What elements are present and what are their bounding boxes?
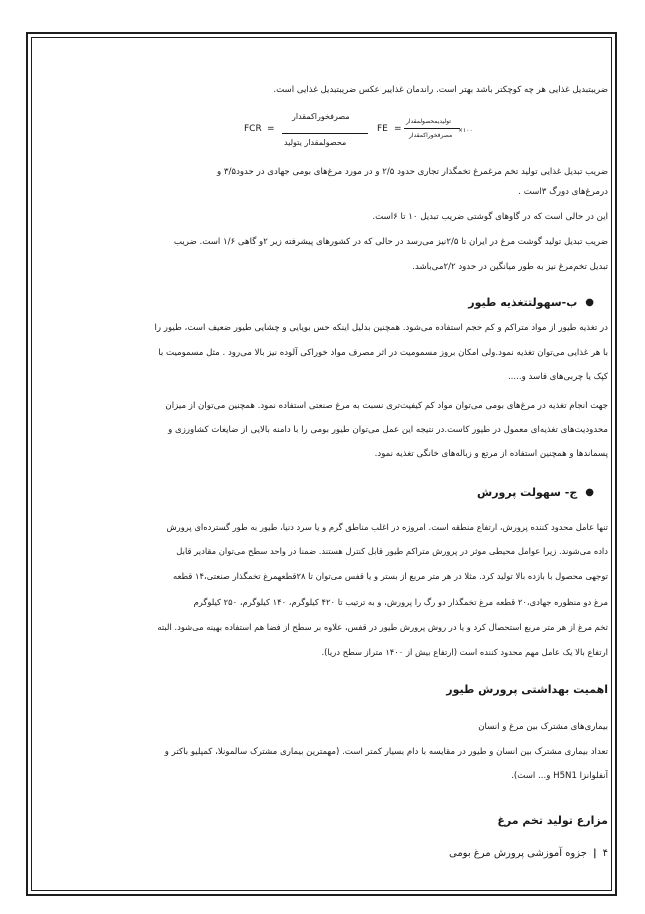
formula-fe-fraction-line — [404, 128, 460, 129]
formula-fe-denominator: مصرفخوراکمقدار — [409, 132, 453, 139]
heading-feeding-ease — [468, 296, 594, 309]
heading-health-importance-text: اهمیت بهداشتی پرورش طیور — [446, 683, 608, 696]
formula-fe-label: FE — [377, 124, 388, 134]
formula-fcr-denominator: محصولمقدار یتولید — [284, 138, 347, 147]
document-page — [40, 0, 608, 914]
heading-rearing-ease — [477, 486, 594, 499]
heading-egg-farms — [497, 814, 608, 827]
footer-title: جزوه آموزشی پرورش مرغ بومی — [448, 848, 587, 859]
paragraph-egg-fcr-line2: درمرغ‌های دورگ ۳است . — [518, 187, 608, 197]
formula-fcr-label: FCR — [244, 124, 262, 134]
paragraph-rearing-line2: داده می‌شوند. زیرا عوامل محیطی موثر در پرورش متراکم طیور قابل کنترل هستند. ضمنا در واحد سطح می‌توان مقادیر قابل — [176, 546, 608, 556]
paragraph-feeding-line3: کپک یا چربی‌های فاسد و..... — [507, 372, 608, 382]
paragraph-zoonoses-line2: آنفلوانزا H5N1 و... است). — [511, 771, 608, 781]
paragraph-feeding-line2: با هر غذایی می‌توان تغذیه نمود.ولی امکان بروز مسمومیت در اثر مصرف مواد خوراکی آلوده نیز بالا می‌رود . مثل مسمومیت با — [158, 348, 608, 358]
paragraph-meat-fcr-line2: تبدیل تخم‌مرغ نیز به طور میانگین در حدود ۲/۲می‌باشد. — [412, 262, 608, 272]
formula-fcr-fe — [190, 110, 490, 156]
formula-fe-numerator: تولیدیمحصولمقدار — [406, 118, 451, 125]
paragraph-zoonoses-title: بیماری‌های مشترک بین مرغ و انسان — [478, 722, 608, 732]
paragraph-native-feeding-line2: محدودیت‌های تغذیه‌ای معمول در طیور کاست.در نتیجه این عمل می‌توان طیور بومی را با دامنه بالایی از ضایعات کشاورزی و — [168, 425, 608, 435]
heading-rearing-ease-text: ج- سهولت پرورش — [477, 486, 578, 499]
heading-health-importance — [446, 683, 608, 696]
heading-feeding-ease-text: ب-سهولتتغذیه طیور — [468, 296, 578, 309]
paragraph-rearing-line5: تخم مرغ از هر متر مربع استحصال کرد و یا در روش پرورش طیور در قفس، علاوه بر سطح از فضا هم استفاده بهینه می‌شود. البته — [157, 622, 608, 632]
formula-fcr-fraction-line — [282, 133, 368, 134]
footer-separator: | — [592, 848, 597, 859]
page-footer — [449, 848, 608, 859]
formula-equals-2: = — [394, 124, 402, 134]
paragraph-conversion-intro: ضریبتبدیل غذایی هر چه کوچکتر باشد بهتر است. راندمان غذاییر عکس ضریبتبدیل غذایی است. — [273, 85, 608, 95]
paragraph-native-feeding-line1: جهت انجام تغذیه در مرغ‌های بومی می‌توان مواد کم کیفیت‌تری نسبت به مرغ صنعتی استفاده نمود. همچنین می‌توان از میزان — [165, 401, 608, 411]
paragraph-rearing-line3: توجهی محصول با بازده بالا تولید کرد. مثلا در هر متر مربع از بستر و یا قفس می‌توان تا ۲۸قطعهمرغ تخمگذار صنعتی،۱۴ قطعه — [172, 571, 608, 581]
heading-egg-farms-text: مزارع تولید تخم مرغ — [497, 814, 608, 827]
formula-equals-1: = — [267, 124, 275, 134]
formula-fcr-numerator: مصرفخوراکمقدار — [292, 112, 350, 121]
paragraph-meat-fcr-line1: ضریب تبدیل تولید گوشت مرغ در ایران تا ۲/۵نیز می‌رسد در حالی که در کشورهای پیشرفته زیر ۲و گاهی ۱/۶ است. ضریب — [173, 237, 608, 247]
formula-fe-multiplier: ×۱۰۰ — [458, 127, 473, 134]
paragraph-egg-fcr-line1: ضریب تبدیل غذایی تولید تخم مرغمرغ تخمگذار تجاری حدود ۲/۵ و در مورد مرغ‌های بومی جهادی در حدود۳/۵ و — [217, 167, 608, 177]
bullet-icon: ● — [585, 487, 594, 498]
paragraph-cattle-fcr: این در حالی است که در گاوهای گوشتی ضریب تبدیل ۱۰ تا ۶است. — [372, 212, 608, 222]
paragraph-rearing-line1: تنها عامل محدود کننده پرورش، ارتفاع منطقه است. امروزه در اغلب مناطق گرم و یا سرد دنیا، طیور به طور گسترده‌ای پرورش — [166, 522, 608, 532]
paragraph-rearing-line4: مرغ دو منظوره جهادی،۲۰ قطعه مرغ تخمگذار دو رگ را پرورش، و به ترتیب تا ۴۲۰ کیلوگرم، ۱۴۰ کیلوگرم، ۲۵۰ کیلوگرم — [193, 597, 608, 607]
paragraph-zoonoses-line1: تعداد بیماری مشترک بین انسان و طیور در مقایسه با دام بسیار کمتر است. (مهمترین بیماری مشترک سالمونلا، کمپلیو باکتر و — [164, 747, 608, 757]
bullet-icon: ● — [585, 297, 594, 308]
page-number: ۴ — [602, 848, 608, 859]
paragraph-rearing-line6: ارتفاع بالا یک عامل مهم محدود کننده است (ارتفاع بیش از ۱۴۰۰ متراز سطح دریا). — [321, 647, 608, 657]
paragraph-feeding-line1: در تغذیه طیور از مواد متراکم و کم حجم استفاده می‌شود. همچنین بدلیل اینکه حس بویایی و چشایی طیور ضعیف است، طیور را — [154, 323, 608, 333]
paragraph-native-feeding-line3: پسماندها و همچنین استفاده از مرتع و زباله‌های خانگی تغذیه نمود. — [374, 449, 608, 459]
